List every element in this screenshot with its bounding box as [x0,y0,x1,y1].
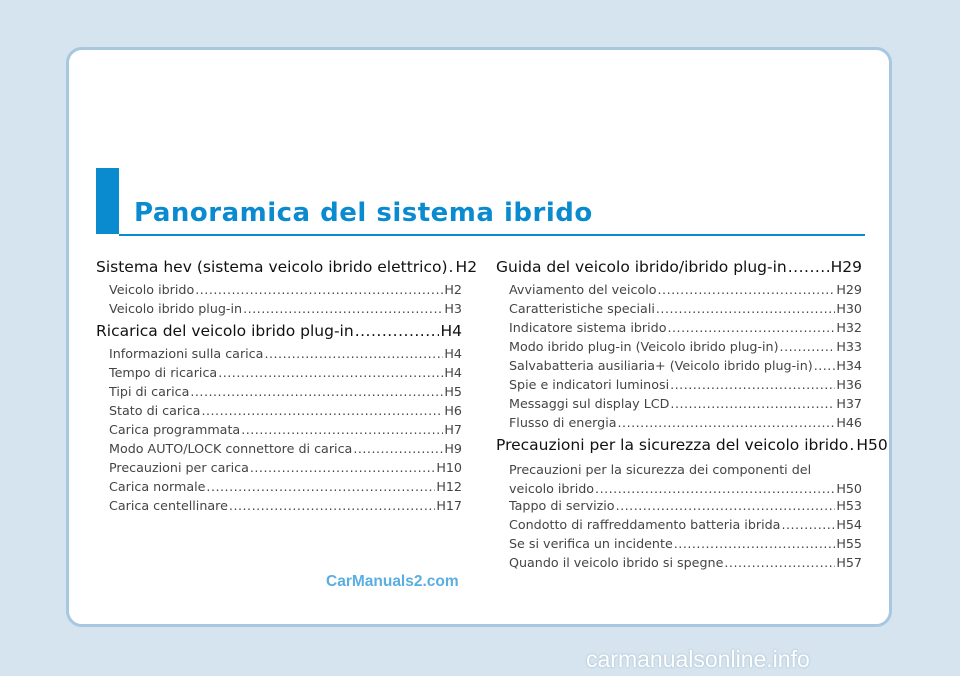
leader-dots [616,498,836,513]
toc-entry-page: H3 [444,301,462,316]
leader-dots [595,479,835,498]
toc-section-heading[interactable] [96,322,462,346]
toc-entry-page: H55 [836,536,862,551]
leader-dots [229,498,435,513]
toc-entry[interactable] [496,396,862,415]
leader-dots [618,415,836,430]
toc-entry[interactable] [496,377,862,396]
toc-entry-label: Informazioni sulla carica [109,346,264,361]
toc-entry-page: H6 [444,403,462,418]
toc-section-heading[interactable] [496,436,888,460]
toc-entry-page: H29 [836,282,862,297]
leader-dots [264,346,443,361]
toc-entry-page: H7 [444,422,462,437]
toc-entry-page: H57 [836,555,862,570]
toc-entry[interactable] [496,517,862,536]
leader-dots [449,258,455,276]
toc-entry[interactable] [496,358,862,377]
toc-entry-page: H17 [436,498,462,513]
toc-entry-page: H30 [836,301,862,316]
leader-dots [781,517,835,532]
toc-entry[interactable] [96,479,462,498]
leader-dots [670,377,835,392]
watermark-text: CarManuals2.com [326,573,459,590]
toc-entry-label: Quando il veicolo ibrido si spegne [509,555,724,570]
toc-entry-label-line1: Precauzioni per la sicurezza dei componenti del [509,462,812,477]
leader-dots [243,301,443,316]
toc-entry-label: Tipi di carica [109,384,190,399]
toc-entry-label: Carica centellinare [109,498,228,513]
leader-dots [241,422,443,437]
toc-entry-page: H2 [455,258,478,276]
page-title: Panoramica del sistema ibrido [134,198,593,228]
toc-entry-label: Modo ibrido plug-in (Veicolo ibrido plug-in) [509,339,779,354]
toc-right-column [496,256,888,574]
toc-entry-page: H12 [436,479,462,494]
toc-entry-label: Carica normale [109,479,206,494]
toc-left-column [96,256,478,517]
toc-entry-label: Guida del veicolo ibrido/ibrido plug-in [496,258,787,276]
toc-entry-page: H10 [436,460,462,475]
toc-entry-page: H36 [836,377,862,392]
toc-entry-page: H4 [444,346,462,361]
toc-entry-label: Condotto di raffreddamento batteria ibrida [509,517,781,532]
toc-entry-label: Veicolo ibrido plug-in [109,301,243,316]
toc-entry-label: Carica programmata [109,422,241,437]
toc-entry-label: Veicolo ibrido [109,282,195,297]
leader-dots [658,282,836,297]
toc-entry-page: H9 [444,441,462,456]
toc-entry-page: H34 [836,358,862,373]
toc-entry-label: Tempo di ricarica [109,365,218,380]
toc-entry-label: Se si verifica un incidente [509,536,673,551]
leader-dots [849,436,855,454]
leader-dots [724,555,835,570]
toc-entry-page: H29 [830,258,862,276]
toc-entry-multiline[interactable] [496,460,862,498]
leader-dots [218,365,443,380]
leader-dots [190,384,443,399]
toc-entry[interactable] [96,365,462,384]
leader-dots [788,258,830,276]
toc-entry[interactable] [496,301,862,320]
toc-entry-label: Caratteristiche speciali [509,301,655,316]
toc-entry-page: H4 [444,365,462,380]
toc-entry-label: Precauzioni per carica [109,460,249,475]
toc-entry[interactable] [496,555,862,574]
leader-dots [656,301,835,316]
toc-entry-label: Spie e indicatori luminosi [509,377,670,392]
toc-entry-row [509,479,862,498]
toc-entry[interactable] [496,282,862,301]
toc-entry-label: Precauzioni per la sicurezza del veicolo ibrido [496,436,849,454]
toc-entry[interactable] [496,320,862,339]
leader-dots [667,320,835,335]
toc-entry-page: H37 [836,396,862,411]
toc-section-heading[interactable] [496,258,862,282]
toc-entry-page: H50 [856,436,888,454]
toc-entry[interactable] [496,339,862,358]
toc-entry-label: Modo AUTO/LOCK connettore di carica [109,441,353,456]
toc-entry-label: Sistema hev (sistema veicolo ibrido elettrico) [96,258,448,276]
toc-section-heading[interactable] [96,258,478,282]
leader-dots [195,282,443,297]
leader-dots [670,396,835,411]
toc-entry-label: Tappo di servizio [509,498,615,513]
toc-entry[interactable] [96,441,462,460]
toc-entry[interactable] [496,415,862,434]
title-underline [119,234,865,236]
toc-entry-page: H33 [836,339,862,354]
leader-dots [201,403,443,418]
toc-entry-page: H5 [444,384,462,399]
toc-entry-label: Stato di carica [109,403,201,418]
toc-entry[interactable] [96,282,462,301]
toc-entry[interactable] [496,536,862,555]
toc-entry-label: Ricarica del veicolo ibrido plug-in [96,322,354,340]
toc-entry-page: H4 [440,322,462,340]
toc-entry[interactable] [96,422,462,441]
toc-entry[interactable] [496,498,862,517]
toc-entry-label: Salvabatteria ausiliaria+ (Veicolo ibrido plug-in) [509,358,813,373]
leader-dots [355,322,440,340]
toc-entry[interactable] [96,301,462,320]
leader-dots [674,536,836,551]
toc-entry[interactable] [96,498,462,517]
toc-entry[interactable] [96,384,462,403]
leader-dots [814,358,836,373]
leader-dots [206,479,435,494]
toc-entry-page: H32 [836,320,862,335]
toc-entry-page: H53 [836,498,862,513]
leader-dots [250,460,435,475]
toc-entry-label: Indicatore sistema ibrido [509,320,667,335]
toc-entry[interactable] [96,403,462,422]
toc-entry-label: Messaggi sul display LCD [509,396,670,411]
toc-entry-page: H50 [836,481,862,496]
leader-dots [780,339,836,354]
toc-entry-label: Flusso di energia [509,415,617,430]
toc-entry[interactable] [96,346,462,365]
leader-dots [353,441,443,456]
title-accent-bar [96,168,119,234]
toc-entry[interactable] [96,460,462,479]
toc-entry-page: H2 [444,282,462,297]
toc-entry-label: Avviamento del veicolo [509,282,657,297]
toc-entry-page: H46 [836,415,862,430]
toc-entry-label: veicolo ibrido [509,481,595,496]
site-footer-text: carmanualsonline.info [586,646,810,672]
toc-entry-page: H54 [836,517,862,532]
